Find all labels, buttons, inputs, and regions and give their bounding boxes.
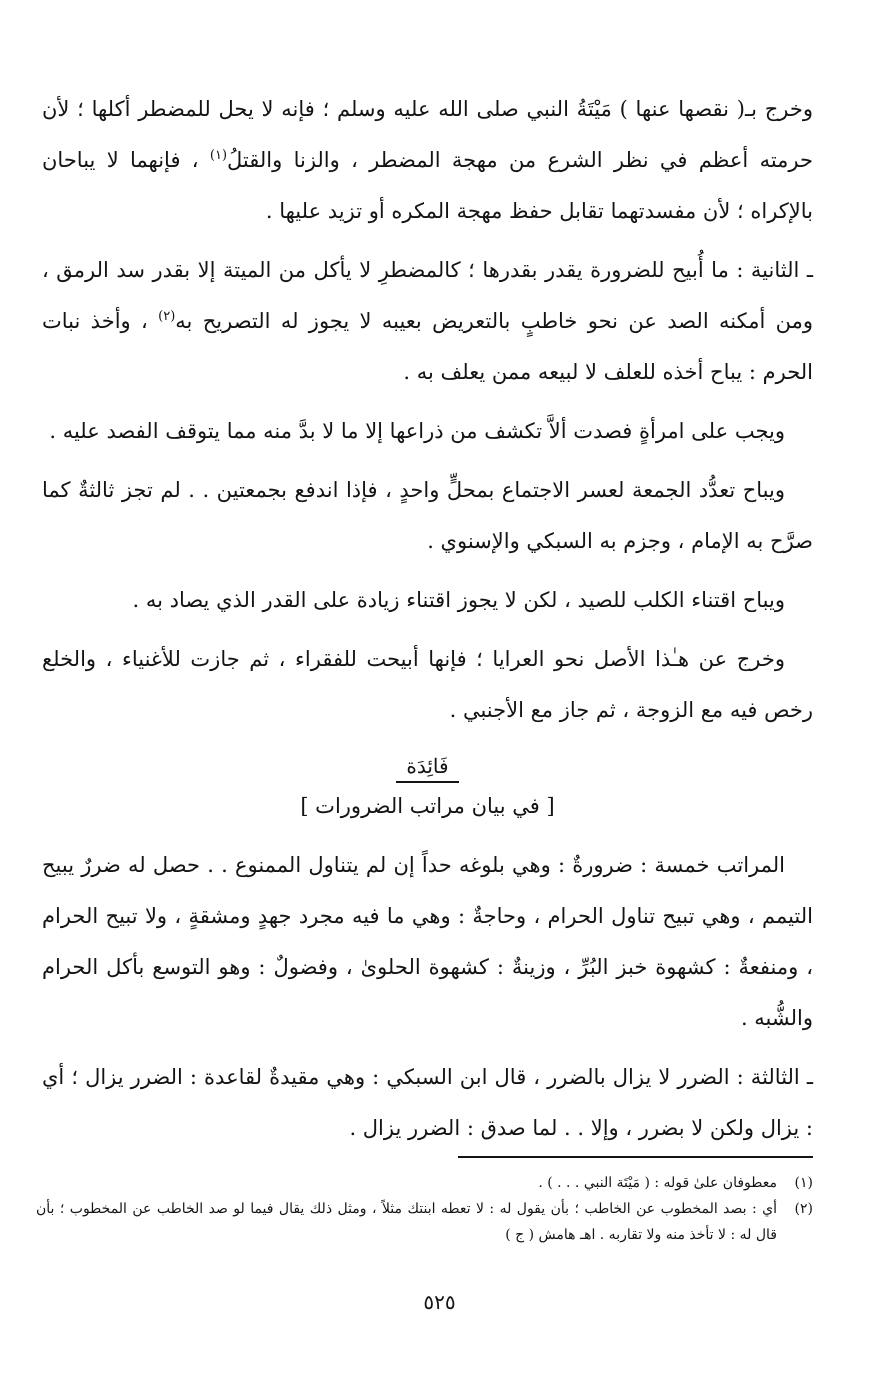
text-run: ويباح اقتناء الكلب للصيد ، لكن لا يجوز اقتناء زيادة على القدر الذي يصاد به .: [132, 588, 785, 612]
paragraph: [42, 245, 813, 398]
footnote-text: أي : بصد المخطوب عن الخاطب ؛ بأن يقول له : لا تعطه ابنتك مثلاً ، ومثل ذلك يقال فيما لو صد الخاطب عن المخطوب ؛ بأن قال له : لا تأخذ منه ولا تقاربه . اهـ هامش ( ج ): [36, 1201, 777, 1243]
footnote-divider: [458, 1156, 813, 1158]
paragraph: [42, 634, 813, 736]
footnote: [36, 1170, 813, 1196]
footnote-number: (٢): [794, 1201, 813, 1217]
text-run: وخرج عن هـٰذا الأصل نحو العرايا ؛ فإنها أبيحت للفقراء ، ثم جازت للأغنياء ، والخلع رخص فيه مع الزوجة ، ثم جاز مع الأجنبي .: [42, 647, 813, 722]
section-ornament-wrap: [42, 746, 813, 786]
footnote: [36, 1196, 813, 1248]
text-run: وخرج بـ( نقصها عنها ) مَيْتَةُ النبي صلى الله عليه وسلم ؛ فإنه لا يحل للمضطر أكلها ؛ لأن حرمته أعظم في نظر الشرع من مهجة المضطر ، والزنا والقتلُ: [42, 97, 813, 172]
paragraph: [42, 465, 813, 567]
footnote-text: معطوفان علىٰ قوله : ( مَيْتَة النبي . . . ) .: [538, 1175, 777, 1191]
paragraph: [42, 84, 813, 237]
footnotes: [36, 1170, 813, 1248]
text-run: ، فإنهما لا يباحان بالإكراه ؛ لأن مفسدتهما تقابل حفظ مهجة المكره أو تزيد عليها .: [42, 148, 813, 223]
main-text: [42, 84, 813, 1162]
section-ornament: فَائِدَة: [396, 751, 458, 783]
text-run: المراتب خمسة : ضرورةٌ : وهي بلوغه حداً إن لم يتناول الممنوع . . حصل له ضررٌ يبيح التيمم ، وهي تبيح تناول الحرام ، وحاجةٌ : وهي ما فيه مجرد جهدٍ ومشقةٍ ، ولا تبيح الحرام ، ومنفعةٌ : كشهوة خبز البُرِّ ، وزينةٌ : كشهوة الحلوىٰ ، وفضولٌ : وهو التوسع بأكل الحرام والشُّبه .: [42, 853, 813, 1030]
paragraph: [42, 575, 813, 626]
footnote-number: (١): [794, 1175, 813, 1191]
text-run: ـ الثالثة : الضرر لا يزال بالضرر ، قال ابن السبكي : وهي مقيدةٌ لقاعدة : الضرر يزال ؛ أي : يزال ولكن لا بضرر ، وإلا . . لما صدق : الضرر يزال .: [42, 1065, 813, 1140]
text-run: ـ الثانية : ما أُبيح للضرورة يقدر بقدرها ؛ كالمضطرِ لا يأكل من الميتة إلا بقدر سد الرمق ، ومن أمكنه الصد عن نحو خاطبٍ بالتعريض بعيبه لا يجوز له التصريح به: [42, 258, 813, 333]
footnote-reference[interactable]: (٢): [158, 309, 176, 324]
paragraph: [42, 1052, 813, 1154]
text-run: ، وأخذ نبات الحرم : يباح أخذه للعلف لا لبيعه ممن يعلف به .: [42, 309, 813, 384]
page-number: ٥٢٥: [423, 1290, 456, 1314]
paragraph: [42, 840, 813, 1044]
footnote-reference[interactable]: (١): [209, 148, 228, 163]
text-run: ويجب على امرأةٍ فصدت ألاَّ تكشف من ذراعها إلا ما لا بدَّ منه مما يتوقف الفصد عليه .: [49, 419, 785, 443]
section-heading: [ في بيان مراتب الضرورات ]: [300, 794, 555, 818]
paragraph: [42, 406, 813, 457]
text-run: ويباح تعدُّد الجمعة لعسر الاجتماع بمحلٍّ واحدٍ ، فإذا اندفع بجمعتين . . لم تجز ثالثةٌ كما صرَّح به الإمام ، وجزم به السبكي والإسنوي .: [42, 478, 813, 553]
